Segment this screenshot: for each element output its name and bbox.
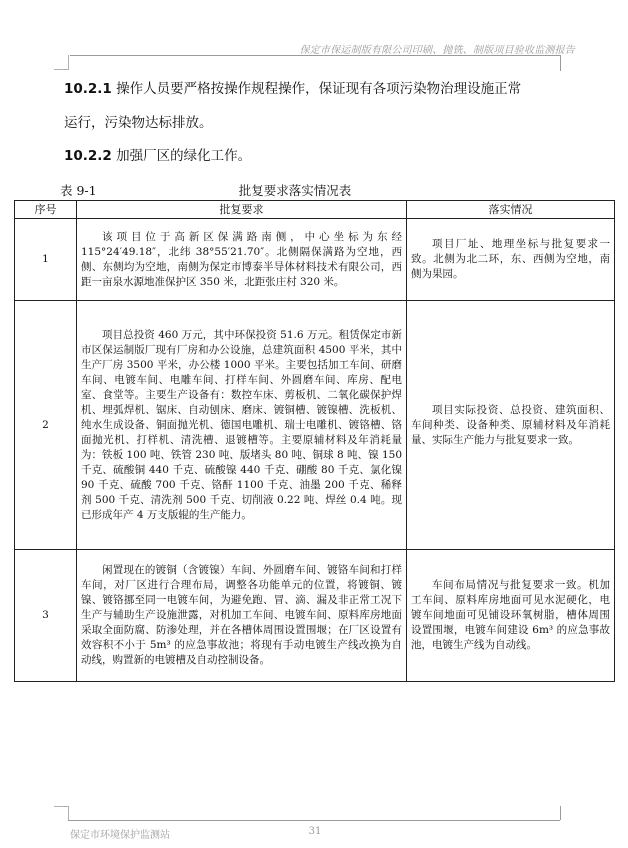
table-number: 表 9-1 [60,183,97,198]
header-rule-tick [560,55,561,71]
paragraph-text: 运行，污染物达标排放。 [64,115,213,131]
paragraph-10-2-1-line2 [64,114,564,132]
row-number: 1 [15,219,77,301]
table-row [15,550,615,682]
requirement-cell: 项目总投资 460 万元，其中环保投资 51.6 万元。租赁保定市新市区保运制版厂现有厂房和办公设施，总建筑面积 4500 平米，其中生产厂房 3500 平米，办公楼 1000 平米。主要包括加工车间、研磨车间、电镀车间、电雕车间、打样车间、外圆磨车间、库房、配电室、食堂等。主要生产设备有：数控车床、剪板机、二氧化碳保护焊机、埋弧焊机、锯床、自动刨床、磨床、镀铜槽、镀镍槽、洗板机、纯水生成设备、铜面抛光机、德国电雕机、瑞士电雕机、镀铬槽、铬面抛光机、打样机、清洗槽、退镀槽等。主要原辅材料及年消耗量为：铁板 100 吨、铁管 230 吨、版堵头 80 吨、铜球 8 吨、镍 150 千克、硫酸铜 440 千克、硫酸镍 440 千克、硼酸 80 千克、氯化镍 90 千克、硫酸 700 千克、铬酐 1100 千克、油墨 200 千克、稀释剂 500 千克、清洗剂 500 千克、切削液 0.22 吨、焊丝 0.4 吨。现已形成年产 4 万支版辊的生产能力。 [77,301,407,550]
footer-organization: 保定市环境保护监测站 [70,830,170,841]
table-row [15,301,615,550]
paragraph-10-2-1-line1 [64,80,564,98]
crop-mark-bottom-left [54,806,69,821]
section-number: 10.2.2 [64,148,112,164]
section-number: 10.2.1 [64,81,112,97]
requirement-cell: 该项目位于高新区保满路南侧，中心坐标为东经115°24′49.18″，北纬 38°55′21.70″。北侧隔保满路为空地，西侧、东侧均为空地，南侧为保定市博泰半导体材料技术有限公司，西距一亩泉水源地准保护区 350 米，北距张庄村 320 米。 [77,219,407,301]
paragraph-10-2-2 [64,147,564,165]
paragraph-text: 加强厂区的绿化工作。 [116,148,252,164]
page-header: 保定市保运制版有限公司印刷、抛铣、制版项目验收监测报告 [299,45,575,56]
approval-implementation-table [14,200,615,682]
footer-rule [68,820,560,821]
implementation-cell: 项目厂址、地理坐标与批复要求一致。北侧为北二环，东、西侧为空地，南侧为果园。 [407,219,615,301]
table-row [15,219,615,301]
requirement-cell: 闲置现在的镀铜（含镀镍）车间、外圆磨车间、镀铬车间和打样车间，对厂区进行合理布局，调整各功能单元的位置，将镀铜、镀镍、镀铬挪至同一电镀车间，为避免跑、冒、滴、漏及非正常工况下生产与辅助生产设施泄露，对机加工车间、电镀车间、原料库房地面采取全面防腐、防渗处理，并在各槽体周围设置围堰；在厂区设置有效容积不小于 5m³ 的应急事故池；将现有手动电镀生产线改换为自动线，购置新的电镀槽及自动控制设备。 [77,550,407,682]
table-header-row [15,201,615,219]
header-no: 序号 [15,201,77,219]
implementation-cell: 车间布局情况与批复要求一致。机加工车间、原料库房地面可见水泥硬化，电镀车间地面可见铺设环氧树脂，槽体周围设置围堰，电镀车间建设 6m³ 的应急事故池，电镀生产线为自动线。 [407,550,615,682]
table-title: 批复要求落实情况表 [238,183,352,198]
header-requirement: 批复要求 [77,201,407,219]
row-number: 3 [15,550,77,682]
header-implementation: 落实情况 [407,201,615,219]
footer-rule-tick [560,806,561,820]
row-number: 2 [15,301,77,550]
crop-mark-top-left [54,55,69,70]
implementation-cell: 项目实际投资、总投资、建筑面积、车间种类、设备种类、原辅材料及年消耗量、实际生产能力与批复要求一致。 [407,301,615,550]
header-rule [70,55,560,56]
page-number: 31 [308,826,322,837]
paragraph-text: 操作人员要严格按操作规程操作，保证现有各项污染物治理设施正常 [116,81,522,97]
